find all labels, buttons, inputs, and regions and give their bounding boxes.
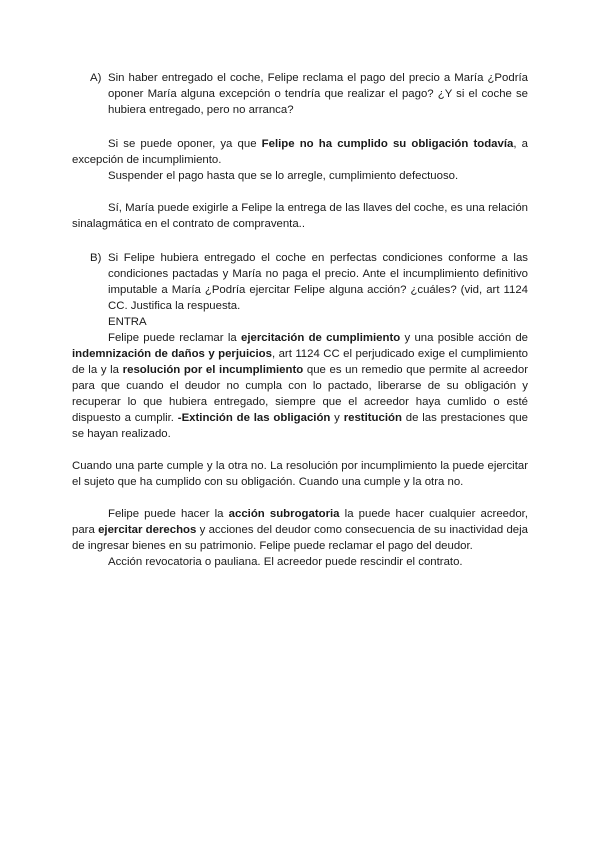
- list-marker-a: A): [90, 72, 102, 84]
- bold-phrase: ejercitación de cumplimiento: [241, 332, 401, 344]
- bold-phrase: ejercitar derechos: [98, 524, 197, 536]
- list-marker-b: B): [90, 252, 102, 264]
- answer-b-paragraph-4: Acción revocatoria o pauliana. El acreedor puede rescindir el contrato.: [108, 556, 463, 568]
- answer-a-paragraph-3: Sí, María puede exigirle a Felipe la entrega de las llaves del coche, es una relación sinalagmática en el contrato de compraventa..: [72, 202, 528, 230]
- bold-phrase: indemnización de daños y perjuicios: [72, 348, 272, 360]
- bold-phrase: acción subrogatoria: [228, 508, 340, 520]
- bold-phrase: resolución por el incumplimiento: [122, 364, 304, 376]
- answer-a-paragraph-2: Suspender el pago hasta que se lo arregle, cumplimiento defectuoso.: [108, 170, 459, 182]
- bold-phrase: restitución: [343, 412, 402, 424]
- document-body: [72, 70, 528, 570]
- answer-a-paragraph-1: Si se puede oponer, ya que Felipe no ha cumplido su obligación todavía, a excepción de incumplimiento.: [72, 138, 528, 166]
- bold-phrase: -Extinción de las obligación: [177, 412, 331, 424]
- question-b: [72, 250, 528, 314]
- entra-label: ENTRA: [108, 316, 147, 328]
- question-a-text: Sin haber entregado el coche, Felipe reclama el pago del precio a María ¿Podría oponer María alguna excepción o tendría que realizar el pago? ¿Y si el coche se hubiera entregado, pero no arranca?: [108, 72, 528, 116]
- answer-b-paragraph-1: Felipe puede reclamar la ejercitación de cumplimiento y una posible acción de indemnización de daños y perjuicios, art 1124 CC el perjudicado exige el cumplimiento de la y la resolución por el incumplimiento que es un remedio que permite al acreedor para que cuando el deudor no cumpla con lo pactado, liberarse de su obligación y recuperar lo que hubiera entregado, siempre que el acreedor haya cumlido o esté dispuesto a cumplir. -Extinción de las obligación y restitución de las prestaciones que se hayan realizado.: [72, 332, 529, 440]
- answer-b-paragraph-2: Cuando una parte cumple y la otra no. La resolución por incumplimiento la puede ejercitar el sujeto que ha cumplido con su obligación. Cuando una cumple y la otra no.: [72, 460, 528, 488]
- question-a: [72, 70, 528, 118]
- answer-b-paragraph-3: Felipe puede hacer la acción subrogatoria la puede hacer cualquier acreedor, para ejercitar derechos y acciones del deudor como consecuencia de su inactividad deja de ingresar bienes en su patrimonio. Felipe puede reclamar el pago del deudor.: [72, 508, 529, 552]
- question-b-text: Si Felipe hubiera entregado el coche en perfectas condiciones conforme a las condiciones pactadas y María no paga el precio. Ante el incumplimiento definitivo imputable a María ¿Podría ejercitar Felipe alguna acción? ¿cuáles? (vid, art 1124 CC. Justifica la respuesta.: [108, 252, 528, 312]
- bold-phrase: Felipe no ha cumplido su obligación todavía: [261, 138, 514, 150]
